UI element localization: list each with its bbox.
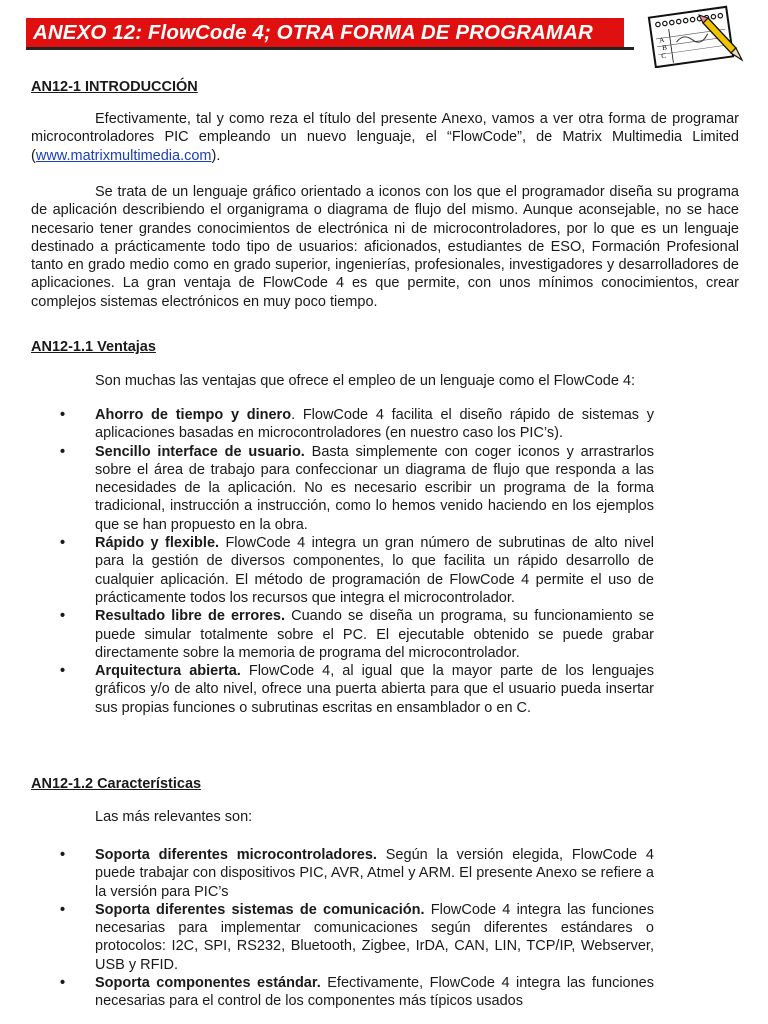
list-item [0, 406, 654, 443]
section-heading-caracteristicas: AN12-1.2 Características [31, 776, 202, 792]
list-item-text: Según la versión elegida, FlowCode 4 puede trabajar con dispositivos PIC, AVR, Atmel y ARM. El presente Anexo se refiere a la versión para PIC’s [95, 847, 654, 900]
section-heading-ventajas: AN12-1.1 Ventajas [31, 339, 156, 355]
list-item-title: Soporta diferentes sistemas de comunicación. [95, 901, 425, 918]
bullet: • [60, 407, 66, 423]
list-item [0, 901, 654, 974]
list-item-text: Cuando se diseña un programa, su funcionamiento se puede simular totalmente sobre el PC. El ejecutable obtenido se puede grabar directamente sobre la memoria de programa del microcontrolador. [95, 608, 655, 661]
caracteristicas-intro: Las más relevantes son: [95, 809, 253, 825]
ventajas-list [0, 406, 654, 717]
bullet: • [60, 535, 66, 552]
list-item-title: Resultado libre de errores. [95, 608, 286, 625]
list-item-text: Basta simplemente con coger iconos y arrastrarlos sobre el área de trabajo para confeccionar un diagrama de flujo que responda a las necesidades de la aplicación. No es necesario escribir un programa de la forma tradicional, instrucción a instrucción, como lo hemos venido haciendo en los ejemplos que se han propuesto en la obra. [95, 443, 654, 533]
caracteristicas-list [0, 846, 654, 1011]
list-item [0, 974, 654, 1011]
logo-letter: C [660, 51, 667, 61]
paragraph-intro-end: ). [211, 147, 221, 164]
bullet: • [60, 608, 66, 625]
list-item-text: . FlowCode 4 facilita el diseño rápido de sistemas y aplicaciones basadas en microcontroladores (en nuestro caso los PIC’s). [95, 407, 654, 442]
list-item-text: FlowCode 4 integra las funciones necesarias para implementar comunicaciones según diferentes estándares o protocolos: I2C, SPI, RS232, Bluetooth, Zigbee, IrDA, CAN, LIN, TCP/IP, Webserver, USB y RFID. [95, 901, 654, 973]
list-item [0, 662, 654, 717]
ventajas-intro: Son muchas las ventajas que ofrece el empleo de un lenguaje como el FlowCode 4: [95, 373, 636, 389]
list-item-title: Arquitectura abierta. [95, 663, 241, 680]
paragraph-intro-text: Efectivamente, tal y como reza el título del presente Anexo, vamos a ver otra forma de programar microcontroladores PIC empleando un nuevo lenguaje, el “FlowCode”, de Matrix Multimedia Limited ( [31, 111, 739, 164]
logo-letter: B [661, 43, 668, 53]
list-item-title: Soporta diferentes microcontroladores. [95, 847, 377, 863]
list-item-text: Efectivamente, FlowCode 4 integra las funciones necesarias para el control de los componentes más típicos usados [95, 975, 654, 1010]
bullet: • [60, 901, 66, 918]
list-item [0, 846, 654, 901]
list-item-title: Rápido y flexible. [95, 535, 220, 552]
bullet: • [60, 847, 66, 863]
logo-letter: A [658, 35, 665, 45]
notebook-with-pencil-icon [636, 2, 754, 68]
list-item-title: Sencillo interface de usuario. [95, 443, 305, 460]
list-item-title: Ahorro de tiempo y dinero [95, 407, 292, 423]
list-item-text: FlowCode 4 integra un gran número de subrutinas de alto nivel para la gestión de diversos componentes, lo que facilita un rápido desarrollo de cualquier aplicación. El método de programación de FlowCode 4 permite el uso de prácticamente todos los recursos que integra el microcontrolador. [95, 535, 654, 606]
section-heading-introduccion: AN12-1 INTRODUCCIÓN [31, 79, 198, 95]
list-item [0, 443, 654, 534]
list-item [0, 607, 654, 662]
matrixmultimedia-link[interactable]: www.matrixmultimedia.com [35, 147, 212, 164]
bullet: • [60, 975, 66, 992]
page-title-banner [26, 18, 624, 47]
page-title: ANEXO 12: FlowCode 4; OTRA FORMA DE PROGRAMAR [33, 21, 593, 44]
bullet: • [60, 663, 66, 680]
title-underline-rule [26, 47, 634, 50]
list-item-title: Soporta componentes estándar. [95, 975, 321, 992]
list-item [0, 534, 654, 607]
paragraph-description: Se trata de un lenguaje gráfico orientado a iconos con los que el programador diseña su programa de aplicación describiendo el organigrama o diagrama de flujo del mismo. Aunque aconsejable, no se hace necesario tener grandes conocimientos de electrónica ni de microcontroladores, por lo que es un lenguaje destinado a prácticamente todo tipo de usuarios: aficionados, estudiantes de ESO, Formación Profesional tanto en grado medio como en grado superior, ingenierías, profesionales, investigadores y desarrolladores de aplicaciones. La gran ventaja de FlowCode 4 es que permite, con unos mínimos conocimientos, crear complejos sistemas electrónicos en muy poco tiempo. [31, 184, 739, 310]
list-item-text: FlowCode 4, al igual que la mayor parte de los lenguajes gráficos y/o de alto nivel, ofrece una puerta abierta para que el usuario pueda insertar sus propias funciones o subrutinas escritas en ensamblador o en C. [95, 663, 654, 716]
paragraph-intro [31, 110, 739, 165]
bullet: • [60, 443, 66, 460]
